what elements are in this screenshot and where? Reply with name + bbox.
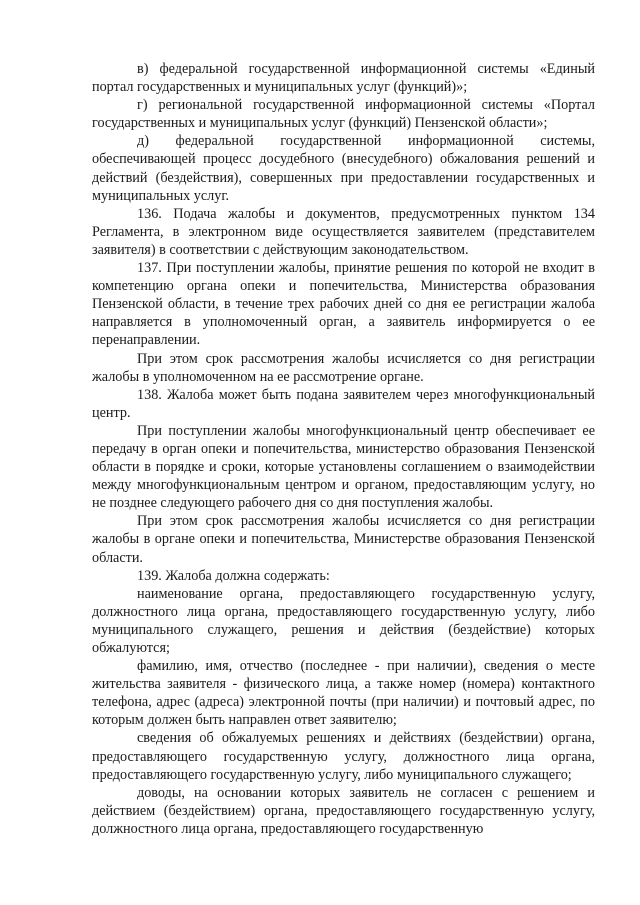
paragraph-136: 136. Подача жалобы и документов, предусмотренных пунктом 134 Регламента, в электронном виде осуществляется заявителем (представителем заявителя) в соответствии с действующим законодательством. bbox=[92, 205, 595, 258]
paragraph-139-item-1: наименование органа, предоставляющего государственную услугу, должностного лица органа, предоставляющего государственную услугу, либо муниципального служащего, решения и действия (бездействие) которых обжалуются; bbox=[92, 585, 595, 656]
paragraph-item-d: д) федеральной государственной информационной системы, обеспечивающей процесс досудебного (внесудебного) обжалования решений и действий (бездействия), совершенных при предоставлении государственных и муниципальных услуг. bbox=[92, 133, 595, 204]
paragraph-item-g: г) региональной государственной информационной системы «Портал государственных и муниципальных услуг (функций) Пензенской области»; bbox=[92, 97, 595, 132]
paragraph-139-item-3: сведения об обжалуемых решениях и действиях (бездействии) органа, предоставляющего государственную услугу, должностного лица органа, предоставляющего государственную услугу, либо муниципального служащего; bbox=[92, 730, 595, 783]
paragraph-137: 137. При поступлении жалобы, принятие решения по которой не входит в компетенцию органа опеки и попечительства, Министерства образования Пензенской области, в течение трех рабочих дней со дня ее регистрации жалоба направляется в уполномоченный орган, а заявитель информируется о ее перенаправлении. bbox=[92, 260, 595, 349]
document-body bbox=[92, 60, 595, 838]
paragraph-138-term: При этом срок рассмотрения жалобы исчисляется со дня регистрации жалобы в органе опеки и попечительства, Министерстве образования Пензенской области. bbox=[92, 513, 595, 566]
paragraph-139-item-2: фамилию, имя, отчество (последнее - при наличии), сведения о месте жительства заявителя - физического лица, а также номер (номера) контактного телефона, адрес (адреса) электронной почты (при наличии) и почтовый адрес, по которым должен быть направлен ответ заявителю; bbox=[92, 658, 595, 729]
paragraph-139: 139. Жалоба должна содержать: bbox=[137, 567, 330, 584]
paragraph-138: 138. Жалоба может быть подана заявителем через многофункциональный центр. bbox=[92, 386, 595, 421]
paragraph-138-mfc: При поступлении жалобы многофункциональный центр обеспечивает ее передачу в орган опеки и попечительства, министерство образования Пензенской области в порядке и сроки, которые установлены соглашением о взаимодействии между многофункциональным центром и органом, предоставляющим услугу, но не позднее следующего рабочего дня со дня поступления жалобы. bbox=[92, 422, 595, 512]
paragraph-137-term: При этом срок рассмотрения жалобы исчисляется со дня регистрации жалобы в уполномоченном на ее рассмотрение органе. bbox=[92, 350, 595, 385]
paragraph-item-v: в) федеральной государственной информационной системы «Единый портал государственных и муниципальных услуг (функций)»; bbox=[92, 61, 595, 96]
paragraph-139-item-4: доводы, на основании которых заявитель не согласен с решением и действием (бездействием) органа, предоставляющего государственную услугу, должностного лица органа, предоставляющего государственную bbox=[92, 784, 595, 837]
